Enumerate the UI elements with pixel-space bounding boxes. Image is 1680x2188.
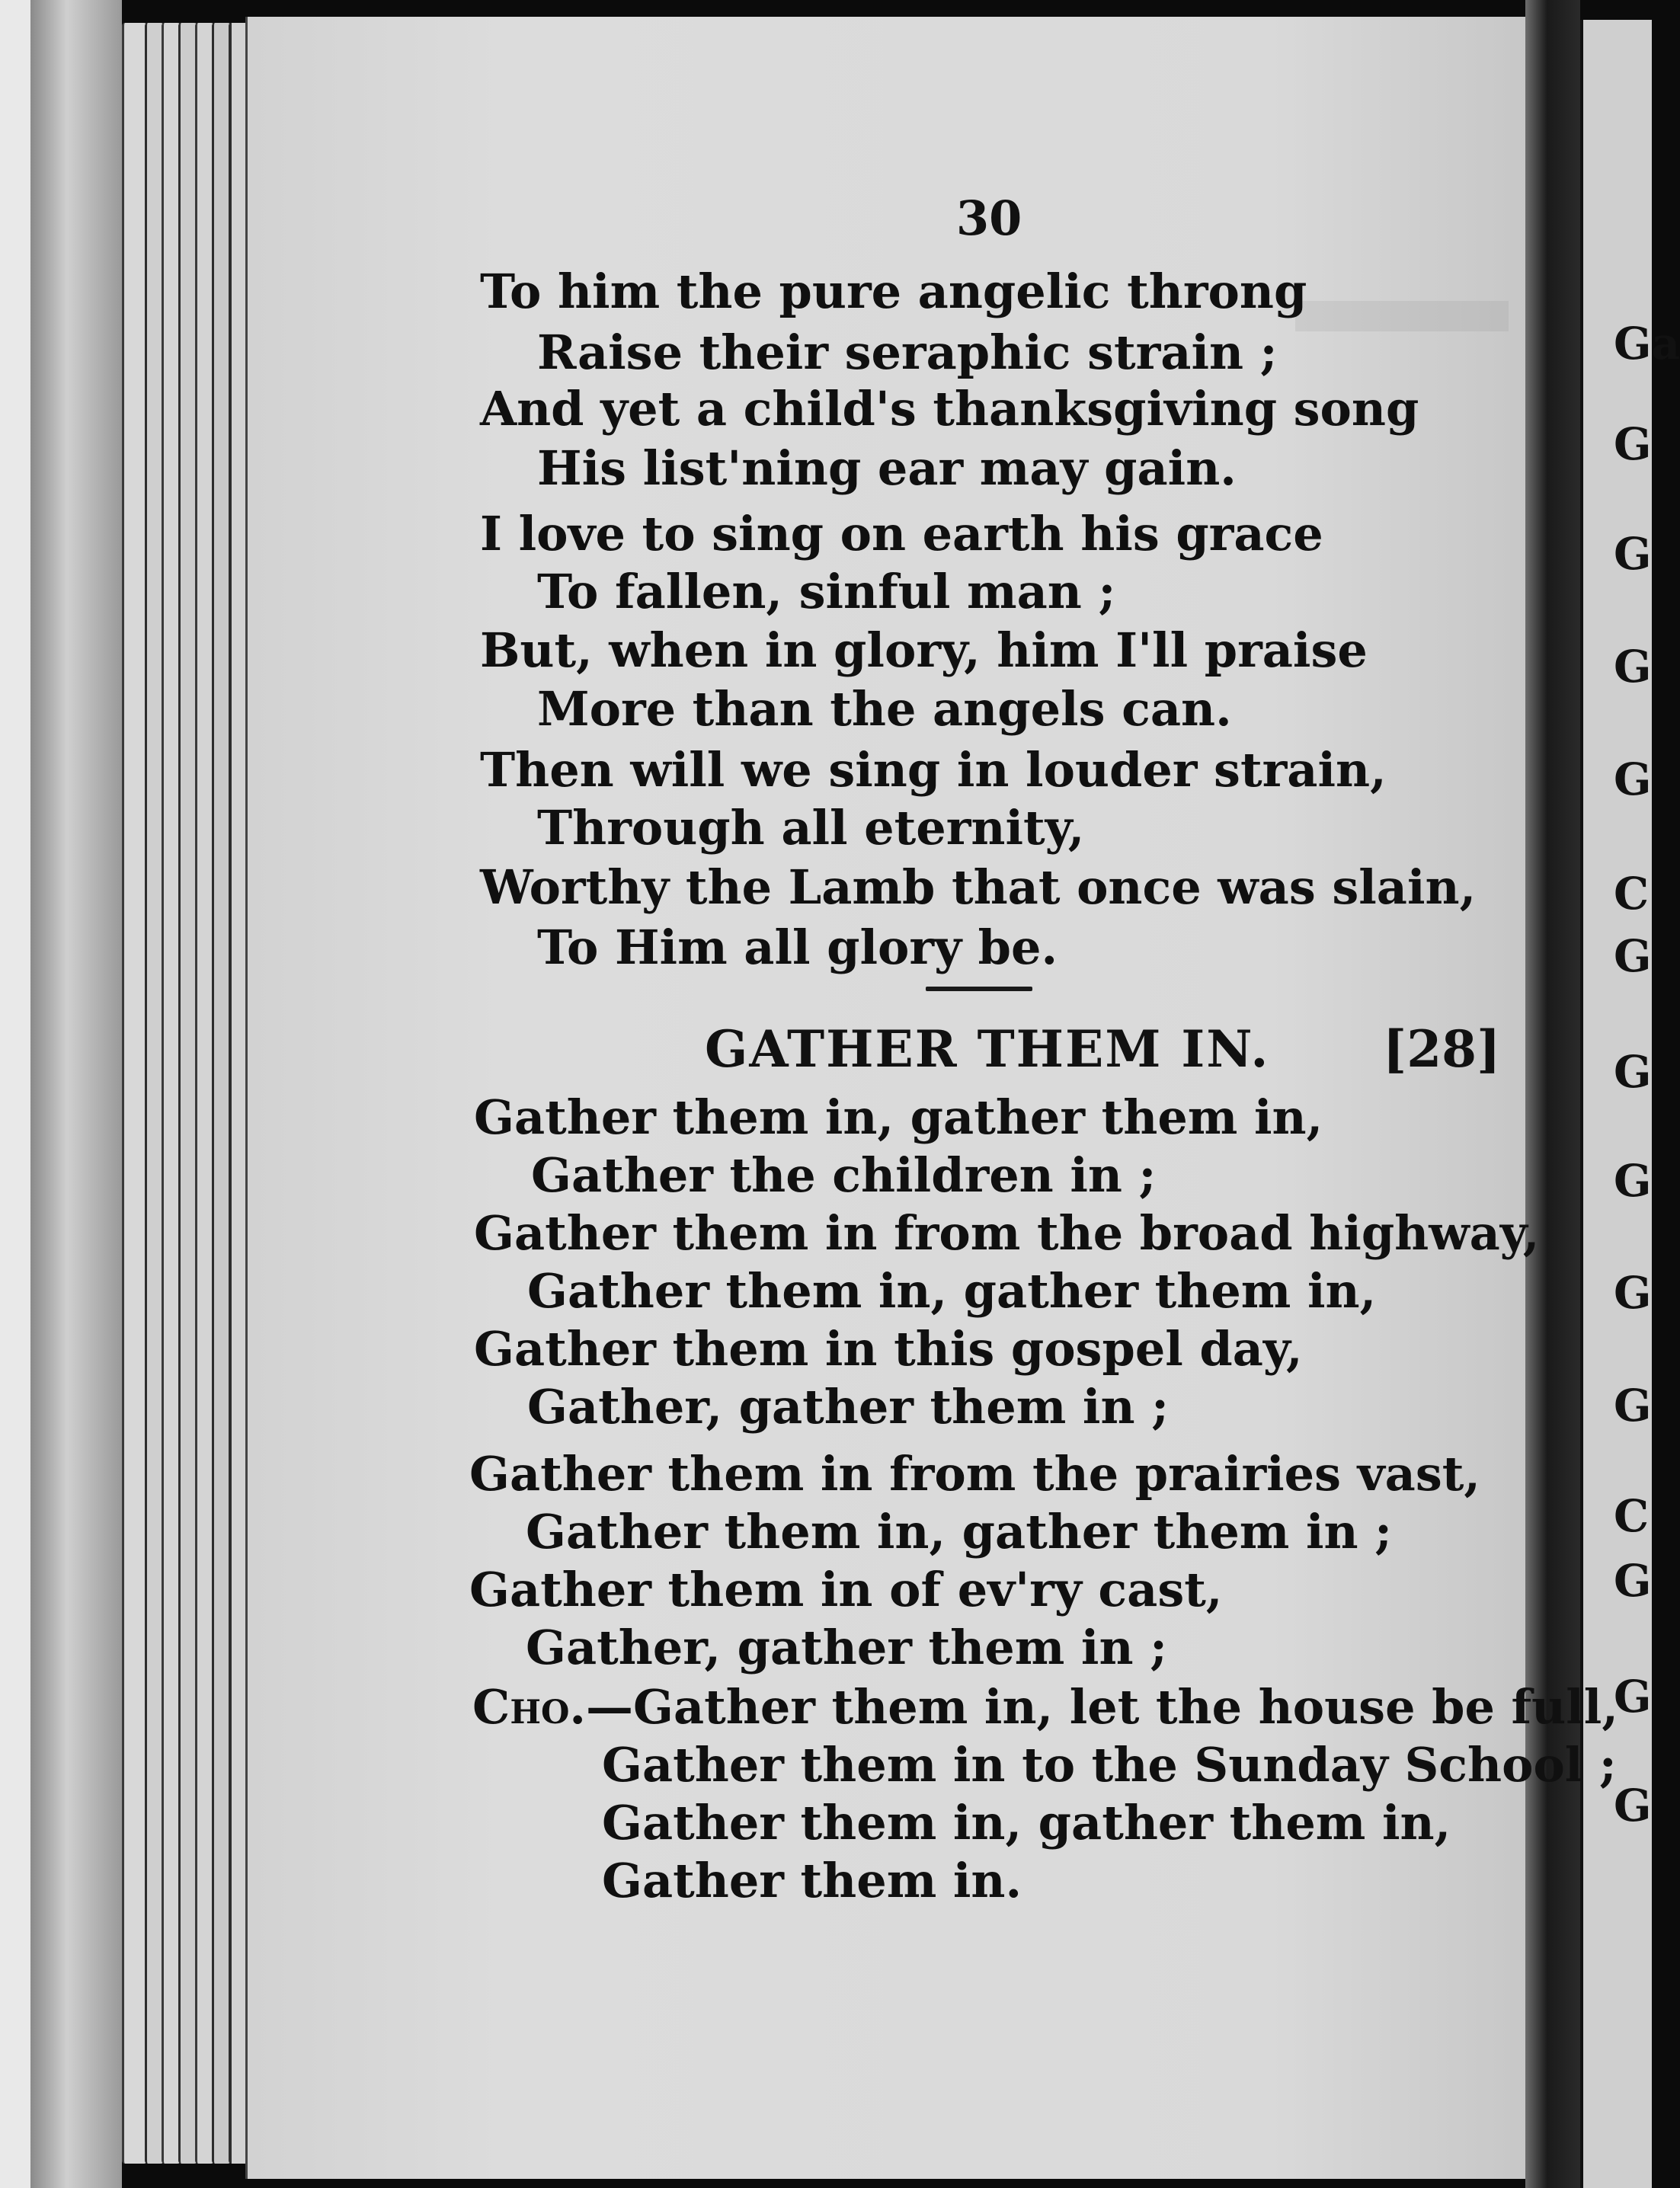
hymn-number: [28] bbox=[1383, 1019, 1501, 1079]
chorus-line: Gather them in to the Sunday School ; bbox=[602, 1737, 1617, 1793]
facing-letter: C bbox=[1614, 868, 1650, 920]
chorus-label: Cho. bbox=[472, 1679, 587, 1735]
verse-line: I love to sing on earth his grace bbox=[480, 506, 1323, 561]
facing-letter: G bbox=[1614, 1671, 1652, 1723]
facing-letter: G bbox=[1614, 1267, 1652, 1319]
hymn-line: Gather them in, gather them in, bbox=[527, 1263, 1377, 1319]
verse-line: Then will we sing in louder strain, bbox=[480, 742, 1387, 798]
page-number: 30 bbox=[956, 190, 1022, 246]
facing-letter: G bbox=[1614, 418, 1652, 470]
hymn-line: Gather, gather them in ; bbox=[527, 1379, 1169, 1435]
hymn-line: Gather them in of ev'ry cast, bbox=[469, 1562, 1223, 1617]
verse-line: Through all eternity, bbox=[537, 800, 1085, 856]
chorus-line: Gather them in. bbox=[602, 1853, 1022, 1908]
chorus-text: —Gather them in, let the house be full, bbox=[586, 1679, 1618, 1735]
facing-letter: G bbox=[1614, 1380, 1652, 1431]
verse-line: Worthy the Lamb that once was slain, bbox=[480, 859, 1477, 915]
facing-letter: G bbox=[1614, 1046, 1652, 1098]
page-edge bbox=[122, 23, 147, 2164]
hymn-line: Gather them in, gather them in, bbox=[474, 1089, 1323, 1145]
verse-line: His list'ning ear may gain. bbox=[537, 440, 1237, 496]
verse-line: To Him all glory be. bbox=[537, 920, 1058, 975]
hymn-line: Gather them in, gather them in ; bbox=[526, 1504, 1393, 1559]
verse-line: To fallen, sinful man ; bbox=[537, 564, 1116, 619]
facing-letter: G bbox=[1614, 641, 1652, 693]
chorus-line bbox=[472, 1679, 1618, 1735]
facing-letter: G bbox=[1614, 753, 1652, 805]
facing-letter: G bbox=[1614, 528, 1652, 580]
hymn-line: Gather, gather them in ; bbox=[526, 1620, 1167, 1675]
book-edge-shadow bbox=[30, 0, 122, 2188]
bleed-through bbox=[1295, 301, 1509, 331]
section-divider bbox=[926, 987, 1032, 991]
hymn-title: GATHER THEM IN. bbox=[705, 1019, 1270, 1079]
facing-letter: G bbox=[1614, 930, 1652, 982]
facing-letter: G bbox=[1614, 1155, 1652, 1207]
facing-page-strip bbox=[1580, 20, 1680, 2188]
facing-letter: G bbox=[1614, 1555, 1652, 1607]
verse-line: Raise their seraphic strain ; bbox=[537, 325, 1278, 380]
hymn-line: Gather the children in ; bbox=[531, 1147, 1157, 1203]
facing-letter: C bbox=[1614, 1490, 1650, 1542]
chorus-line: Gather them in, gather them in, bbox=[602, 1795, 1451, 1851]
background-left bbox=[0, 0, 30, 2188]
facing-letter: G bbox=[1614, 1780, 1652, 1831]
verse-line: But, when in glory, him I'll praise bbox=[480, 622, 1368, 678]
facing-letter: Ga bbox=[1614, 318, 1680, 369]
verse-line: More than the angels can. bbox=[537, 681, 1232, 737]
verse-line: To him the pure angelic throng bbox=[480, 264, 1307, 319]
hymn-line: Gather them in this gospel day, bbox=[474, 1321, 1303, 1377]
hymn-line: Gather them in from the broad highway, bbox=[474, 1205, 1540, 1261]
hymn-line: Gather them in from the prairies vast, bbox=[469, 1446, 1480, 1502]
book-gutter bbox=[1525, 0, 1580, 2188]
verse-line: And yet a child's thanksgiving song bbox=[480, 381, 1419, 437]
